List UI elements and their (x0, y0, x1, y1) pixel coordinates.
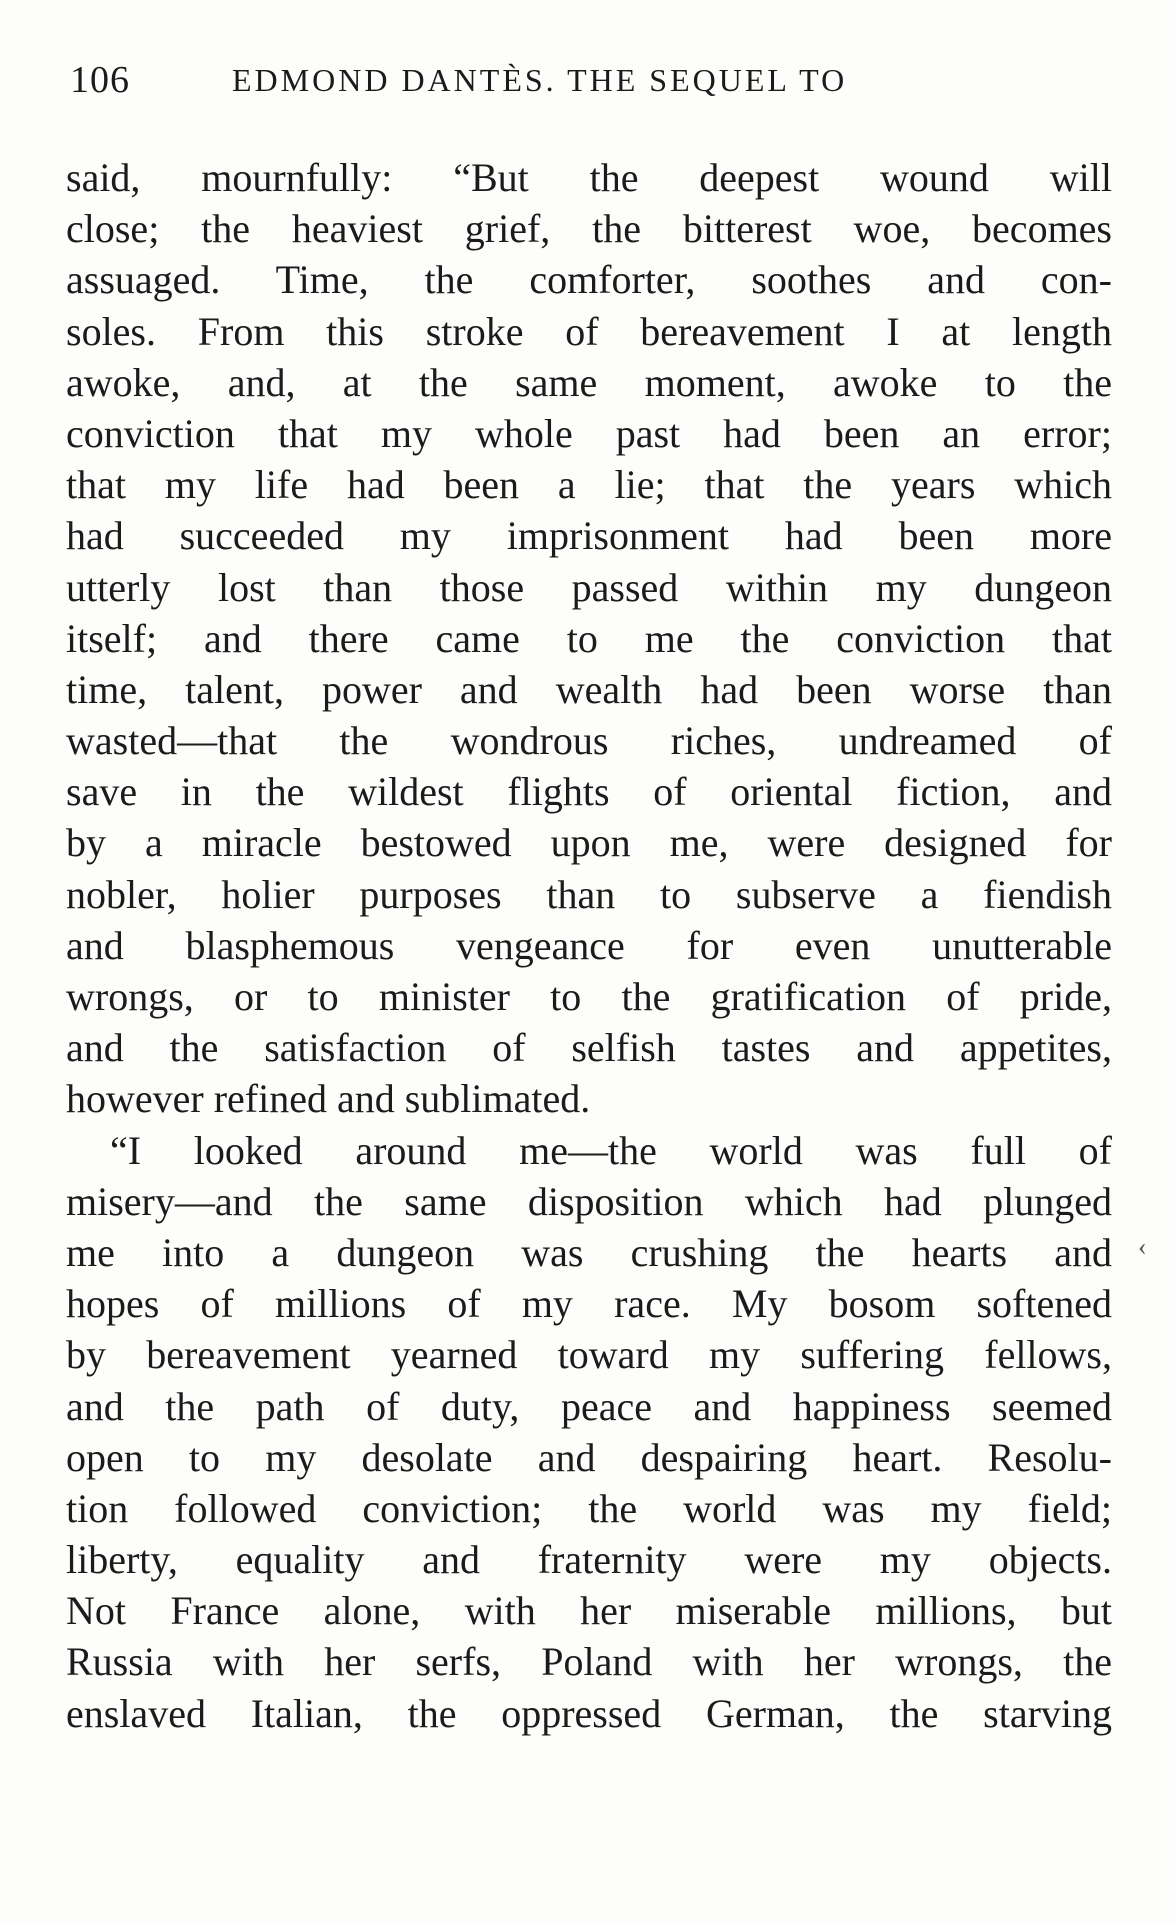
text-line: liberty, equality and fraternity were my objects. (66, 1537, 1112, 1583)
text-line: time, talent, power and wealth had been worse than (66, 666, 1112, 712)
paragraph-start-line: “I looked around me—the world was full of (110, 1127, 1112, 1173)
text-line: assuaged. Time, the comforter, soothes and con- (66, 257, 1112, 303)
text-line: wasted—that the wondrous riches, undreamed of (66, 718, 1112, 764)
text-line: by bereavement yearned toward my suffering fellows, (66, 1332, 1112, 1378)
text-line: Not France alone, with her miserable millions, but (66, 1588, 1112, 1634)
text-line: nobler, holier purposes than to subserve a fiendish (66, 871, 1112, 917)
text-line: wrongs, or to minister to the gratification of pride, (66, 974, 1112, 1019)
text-line: conviction that my whole past had been an error; (66, 410, 1112, 456)
text-line: by a miracle bestowed upon me, were designed for (66, 820, 1112, 866)
text-line: me into a dungeon was crushing the hearts and (66, 1229, 1112, 1275)
page-header (70, 58, 1110, 108)
text-line: soles. From this stroke of bereavement I at length (66, 308, 1112, 354)
text-line: and the satisfaction of selfish tastes and appetites, (66, 1025, 1112, 1071)
text-line: tion followed conviction; the world was my field; (66, 1485, 1112, 1531)
text-line: close; the heaviest grief, the bitterest woe, becomes (66, 206, 1112, 252)
running-head: EDMOND DANTÈS. THE SEQUEL TO (232, 62, 848, 98)
text-line: and the path of duty, peace and happiness seemed (66, 1383, 1112, 1429)
text-line: misery—and the same disposition which had plunged (66, 1178, 1112, 1224)
margin-mark: ‹ (1138, 1232, 1147, 1261)
text-line: hopes of millions of my race. My bosom softened (66, 1281, 1112, 1327)
text-line: awoke, and, at the same moment, awoke to the (66, 359, 1112, 405)
text-line: itself; and there came to me the conviction that (66, 615, 1112, 661)
text-line: that my life had been a lie; that the years which (66, 462, 1112, 508)
page-number: 106 (70, 59, 130, 101)
text-line: utterly lost than those passed within my dungeon (66, 564, 1112, 610)
text-line: said, mournfully: “But the deepest wound will (66, 155, 1112, 200)
text-line: had succeeded my imprisonment had been more (66, 513, 1112, 559)
body-text (66, 152, 1112, 1739)
paragraph-end-line: however refined and sublimated. (66, 1076, 591, 1122)
text-line: Russia with her serfs, Poland with her wrongs, the (66, 1639, 1112, 1685)
text-line: enslaved Italian, the oppressed German, the starving (66, 1690, 1112, 1736)
text-line: and blasphemous vengeance for even unutterable (66, 922, 1112, 968)
text-line: open to my desolate and despairing heart. Resolu- (66, 1434, 1112, 1480)
text-line: save in the wildest flights of oriental fiction, and (66, 769, 1112, 815)
